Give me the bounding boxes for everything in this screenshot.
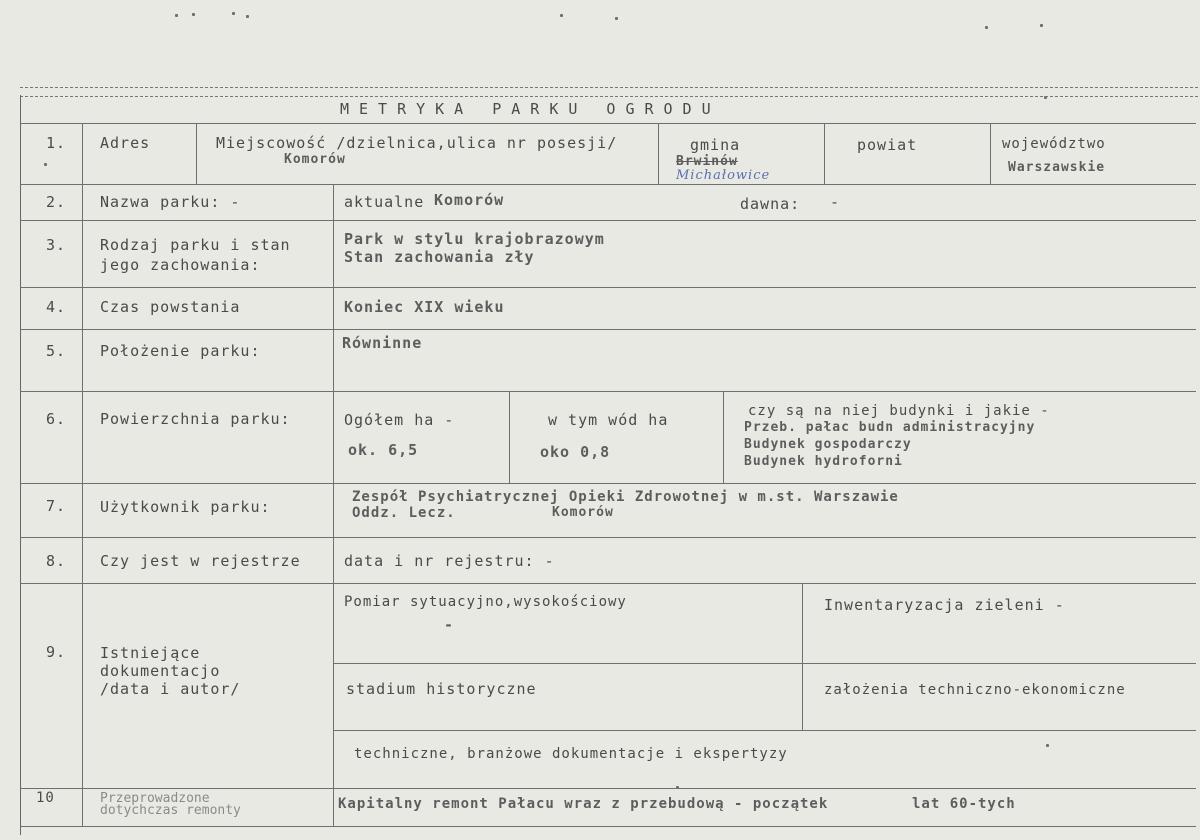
row-8-number: 8. xyxy=(46,552,67,570)
current-name-value: Komorów xyxy=(434,191,505,209)
divider xyxy=(20,184,1196,185)
divider xyxy=(20,220,1196,221)
row-6-number: 6. xyxy=(46,410,67,428)
building-item: Budynek hydroforni xyxy=(744,454,903,469)
building-item: Budynek gospodarczy xyxy=(744,437,912,452)
column-line xyxy=(82,123,83,826)
row-9-number: 9. xyxy=(46,643,67,661)
column-line xyxy=(658,123,659,184)
former-name-value: - xyxy=(830,193,841,211)
scan-speck xyxy=(615,17,618,20)
location-value: Równinne xyxy=(342,334,423,352)
divider xyxy=(333,730,1196,731)
row-8-label: Czy jest w rejestrze xyxy=(100,552,301,570)
form-title: METRYKA PARKU OGRODU xyxy=(340,100,721,118)
scan-speck xyxy=(192,13,195,16)
column-line xyxy=(509,391,510,483)
scan-speck xyxy=(985,26,988,29)
renovation-period: lat 60-tych xyxy=(912,796,1016,812)
row-10-label-line2: dotychczas remonty xyxy=(100,803,241,818)
water-area-label: w tym wód ha xyxy=(548,411,669,429)
renovation-value: Kapitalny remont Pałacu wraz z przebudową - początek xyxy=(338,796,829,812)
column-line xyxy=(333,184,334,826)
column-line xyxy=(196,123,197,184)
total-area-label: Ogółem ha - xyxy=(344,411,455,429)
divider xyxy=(20,583,1196,584)
technical-docs-label: techniczne, branżowe dokumentacje i ekspertyzy xyxy=(354,746,788,762)
historical-study-label: stadium historyczne xyxy=(346,680,537,698)
tech-econ-label: założenia techniczno-ekonomiczne xyxy=(824,682,1126,698)
park-user-value: Zespół Psychiatrycznej Opieki Zdrowotnej w m.st. Warszawie xyxy=(352,489,899,505)
row-1-label: Adres xyxy=(100,134,151,152)
divider xyxy=(333,663,1196,664)
divider xyxy=(20,788,1196,789)
register-label: data i nr rejestru: - xyxy=(344,552,555,570)
water-area-value: oko 0,8 xyxy=(540,443,611,461)
row-2-number: 2. xyxy=(46,193,67,211)
park-condition-value: Stan zachowania zły xyxy=(344,248,535,266)
buildings-label: czy są na niej budynki i jakie - xyxy=(748,403,1050,419)
scan-speck xyxy=(560,14,563,17)
gmina-label: gmina xyxy=(690,136,741,154)
row-2-label: Nazwa parku: - xyxy=(100,193,241,211)
wojewodztwo-label: województwo xyxy=(1002,136,1106,152)
row-3-label-line2: jego zachowania: xyxy=(100,256,261,274)
park-user-branch: Oddz. Lecz. xyxy=(352,505,456,521)
row-10-number: 10 xyxy=(36,790,55,806)
greenery-inventory-label: Inwentaryzacja zieleni - xyxy=(824,596,1065,614)
building-item: Przeb. pałac budn administracyjny xyxy=(744,420,1036,435)
former-name-label: dawna: xyxy=(740,195,801,213)
column-line xyxy=(824,123,825,184)
gmina-handwritten: Michałowice xyxy=(676,168,771,183)
creation-time-value: Koniec XIX wieku xyxy=(344,298,505,316)
divider xyxy=(20,329,1196,330)
divider xyxy=(20,287,1196,288)
address-value: Komorów xyxy=(284,152,346,167)
row-7-label: Użytkownik parku: xyxy=(100,498,271,516)
column-line xyxy=(990,123,991,184)
total-area-value: ok. 6,5 xyxy=(348,441,419,459)
row-7-number: 7. xyxy=(46,497,67,515)
scan-speck xyxy=(246,15,249,18)
row-5-label: Położenie parku: xyxy=(100,342,261,360)
scan-speck xyxy=(232,12,235,15)
survey-label: Pomiar sytuacyjno,wysokościowy xyxy=(344,594,627,610)
row-9-label-line3: /data i autor/ xyxy=(100,680,241,698)
scan-speck xyxy=(175,14,178,17)
row-10-label-line1: Przeprowadzone xyxy=(100,791,210,806)
row-4-label: Czas powstania xyxy=(100,298,241,316)
divider xyxy=(20,483,1196,484)
current-name-label: aktualne xyxy=(344,193,425,211)
row-3-label-line1: Rodzaj parku i stan xyxy=(100,236,291,254)
scan-speck xyxy=(1040,24,1043,27)
address-label: Miejscowość /dzielnica,ulica nr posesji/ xyxy=(216,134,618,152)
row-9-label-line1: Istniejące xyxy=(100,644,201,662)
powiat-label: powiat xyxy=(857,136,918,154)
gmina-value: Brwinów xyxy=(676,154,738,169)
row-9-label-line2: dokumentacjo xyxy=(100,662,221,680)
park-style-value: Park w stylu krajobrazowym xyxy=(344,230,605,248)
survey-value: - xyxy=(444,616,455,634)
row-5-number: 5. xyxy=(46,342,67,360)
column-line xyxy=(802,583,803,730)
row-6-label: Powierzchnia parku: xyxy=(100,410,291,428)
divider xyxy=(20,826,1196,827)
column-line xyxy=(723,391,724,483)
row-4-number: 4. xyxy=(46,298,67,316)
park-user-location: Komorów xyxy=(552,505,614,520)
row-3-number: 3. xyxy=(46,236,67,254)
row-1-number: 1. xyxy=(46,134,67,152)
divider xyxy=(20,537,1196,538)
wojewodztwo-value: Warszawskie xyxy=(1008,160,1106,175)
divider xyxy=(20,391,1196,392)
